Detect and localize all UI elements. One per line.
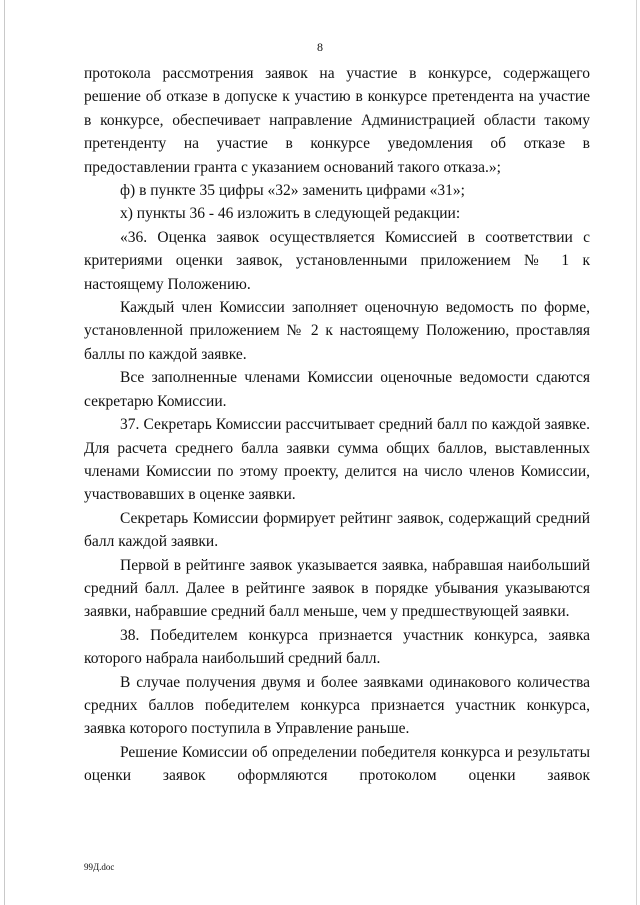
paragraph: «36. Оценка заявок осуществляется Комиссией в соответствии с критериями оценки заявок, установленными приложением № 1 к настоящему Положению. bbox=[84, 228, 590, 293]
paragraph: Решение Комиссии об определении победителя конкурса и результаты оценки заявок оформляются протоколом оценки заявок bbox=[84, 743, 590, 785]
scan-edge-right bbox=[636, 0, 637, 905]
footer-filename: 99Д.doc bbox=[84, 862, 115, 872]
page-number: 8 bbox=[317, 40, 323, 54]
paragraph: 37. Секретарь Комиссии рассчитывает средний балл по каждой заявке. Для расчета среднего балла заявки сумма общих баллов, выставленных членами Комиссии по этому проекту, делится на число членов Комиссии, участвовавших в оценке заявки. bbox=[84, 416, 590, 504]
paragraph: Секретарь Комиссии формирует рейтинг заявок, содержащий средний балл каждой заявки. bbox=[84, 509, 590, 551]
paragraph: ф) в пункте 35 цифры «32» заменить цифрами «31»; bbox=[120, 182, 465, 200]
paragraph: 38. Победителем конкурса признается участник конкурса, заявка которого набрала наибольший средний балл. bbox=[84, 626, 590, 668]
paragraph: Каждый член Комиссии заполняет оценочную ведомость по форме, установленной приложением № 2 к настоящему Положению, проставляя баллы по каждой заявке. bbox=[84, 299, 590, 363]
paragraph: Все заполненные членами Комиссии оценочные ведомости сдаются секретарю Комиссии. bbox=[84, 369, 590, 410]
paragraph: Первой в рейтинге заявок указывается заявка, набравшая наибольший средний балл. Далее в рейтинге заявок в порядке убывания указываются заявки, набравшие средний балл меньше, чем у предшествующей заявки. bbox=[84, 556, 590, 621]
paragraph: х) пункты 36 - 46 изложить в следующей редакции: bbox=[120, 205, 461, 223]
paragraph: В случае получения двумя и более заявками одинакового количества средних баллов победителем конкурса признается участник конкурса, заявка которого поступила в Управление раньше. bbox=[84, 673, 590, 738]
document-body bbox=[84, 62, 590, 788]
scan-edge-left bbox=[4, 0, 5, 905]
paragraph: протокола рассмотрения заявок на участие в конкурсе, содержащего решение об отказе в допуске к участию в конкурсе претендента на участие в конкурсе, обеспечивает направление Администрацией области такому претенденту на участие в конкурсе уведомления об отказе в предоставлении гранта с указанием оснований такого отказа.»; bbox=[84, 65, 590, 176]
